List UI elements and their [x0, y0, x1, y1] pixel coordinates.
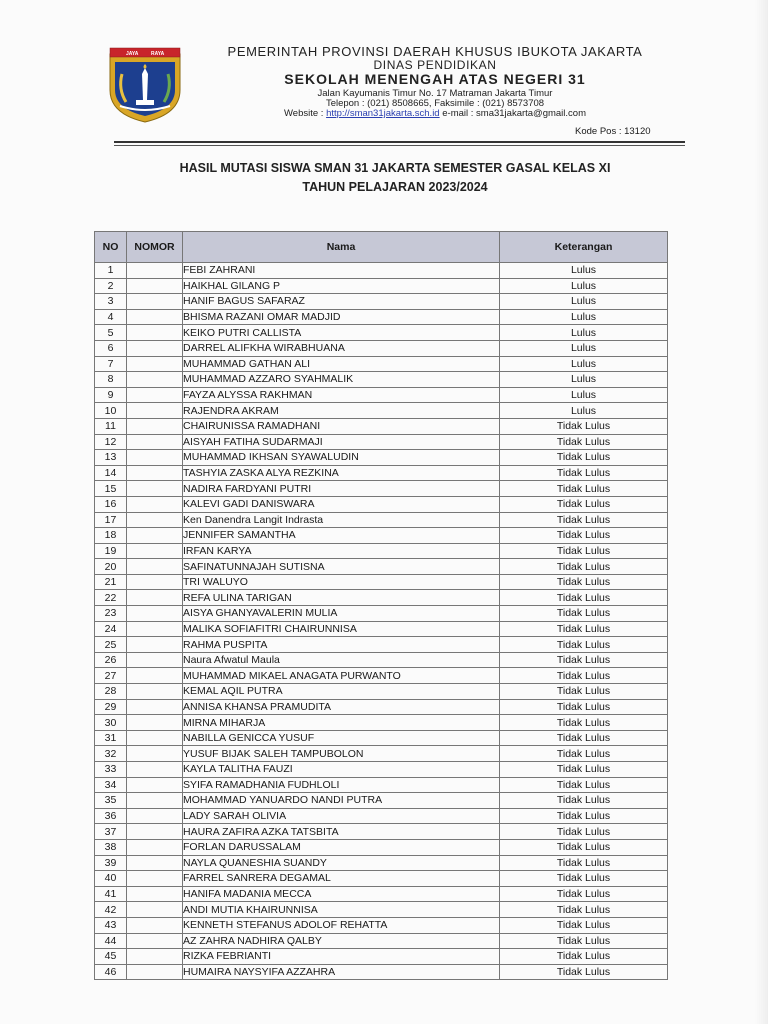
cell-keterangan: Tidak Lulus [500, 886, 668, 902]
cell-nomor [127, 418, 183, 434]
cell-keterangan: Tidak Lulus [500, 684, 668, 700]
cell-keterangan: Tidak Lulus [500, 418, 668, 434]
cell-no: 4 [95, 309, 127, 325]
letterhead-divider-thin [114, 145, 685, 146]
cell-keterangan: Tidak Lulus [500, 762, 668, 778]
table-row [95, 777, 668, 793]
cell-nomor [127, 543, 183, 559]
cell-keterangan: Tidak Lulus [500, 528, 668, 544]
cell-keterangan: Tidak Lulus [500, 746, 668, 762]
cell-no: 12 [95, 434, 127, 450]
table-row [95, 964, 668, 980]
student-table [94, 231, 668, 980]
cell-no: 1 [95, 263, 127, 279]
cell-keterangan: Tidak Lulus [500, 559, 668, 575]
cell-nama: ANDI MUTIA KHAIRUNNISA [183, 902, 500, 918]
cell-keterangan: Tidak Lulus [500, 964, 668, 980]
cell-keterangan: Tidak Lulus [500, 543, 668, 559]
letterhead-phone: Telepon : (021) 8508665, Faksimile : (021) 8573708 [325, 98, 545, 109]
cell-no: 44 [95, 933, 127, 949]
logo-text-right: RAYA [151, 51, 165, 57]
cell-nama: FAYZA ALYSSA RAKHMAN [183, 387, 500, 403]
cell-nomor [127, 481, 183, 497]
cell-nomor [127, 621, 183, 637]
cell-keterangan: Tidak Lulus [500, 917, 668, 933]
cell-nama: RAHMA PUSPITA [183, 637, 500, 653]
header-nomor: NOMOR [127, 232, 183, 263]
cell-nomor [127, 855, 183, 871]
cell-no: 9 [95, 387, 127, 403]
cell-no: 8 [95, 372, 127, 388]
cell-nomor [127, 574, 183, 590]
cell-keterangan: Tidak Lulus [500, 621, 668, 637]
cell-no: 13 [95, 450, 127, 466]
cell-nomor [127, 808, 183, 824]
cell-nomor [127, 309, 183, 325]
cell-keterangan: Tidak Lulus [500, 652, 668, 668]
cell-nomor [127, 793, 183, 809]
cell-no: 23 [95, 606, 127, 622]
cell-nomor [127, 278, 183, 294]
table-row [95, 839, 668, 855]
cell-nama: SYIFA RAMADHANIA FUDHLOLI [183, 777, 500, 793]
cell-keterangan: Tidak Lulus [500, 699, 668, 715]
cell-nomor [127, 964, 183, 980]
cell-nomor [127, 340, 183, 356]
table-row [95, 559, 668, 575]
table-row [95, 574, 668, 590]
cell-nama: KALEVI GADI DANISWARA [183, 496, 500, 512]
cell-nomor [127, 512, 183, 528]
cell-nama: MALIKA SOFIAFITRI CHAIRUNNISA [183, 621, 500, 637]
cell-keterangan: Tidak Lulus [500, 668, 668, 684]
dki-jakarta-logo [104, 44, 186, 124]
table-row [95, 294, 668, 310]
cell-nama: RAJENDRA AKRAM [183, 403, 500, 419]
table-row [95, 528, 668, 544]
cell-keterangan: Tidak Lulus [500, 434, 668, 450]
cell-nama: NADIRA FARDYANI PUTRI [183, 481, 500, 497]
cell-nama: HAIKHAL GILANG P [183, 278, 500, 294]
table-row [95, 418, 668, 434]
cell-keterangan: Tidak Lulus [500, 637, 668, 653]
cell-keterangan: Lulus [500, 372, 668, 388]
table-body [95, 263, 668, 980]
cell-keterangan: Lulus [500, 263, 668, 279]
cell-nama: HANIF BAGUS SAFARAZ [183, 294, 500, 310]
cell-no: 38 [95, 839, 127, 855]
cell-nama: MIRNA MIHARJA [183, 715, 500, 731]
cell-no: 16 [95, 496, 127, 512]
cell-nama: KENNETH STEFANUS ADOLOF REHATTA [183, 917, 500, 933]
cell-no: 30 [95, 715, 127, 731]
header-nama: Nama [183, 232, 500, 263]
letterhead-school-name: SEKOLAH MENENGAH ATAS NEGERI 31 [284, 71, 586, 87]
table-row [95, 356, 668, 372]
cell-nama: HAURA ZAFIRA AZKA TATSBITA [183, 824, 500, 840]
cell-nama: ANNISA KHANSA PRAMUDITA [183, 699, 500, 715]
document-title: HASIL MUTASI SISWA SMAN 31 JAKARTA SEMESTER GASAL KELAS XI [179, 161, 611, 175]
cell-nama: MOHAMMAD YANUARDO NANDI PUTRA [183, 793, 500, 809]
cell-no: 26 [95, 652, 127, 668]
cell-nomor [127, 403, 183, 419]
cell-nomor [127, 528, 183, 544]
cell-nomor [127, 606, 183, 622]
header-keterangan: Keterangan [500, 232, 668, 263]
cell-nomor [127, 699, 183, 715]
cell-nomor [127, 590, 183, 606]
cell-keterangan: Tidak Lulus [500, 465, 668, 481]
cell-nama: NABILLA GENICCA YUSUF [183, 730, 500, 746]
table-row [95, 340, 668, 356]
table-row [95, 715, 668, 731]
cell-no: 34 [95, 777, 127, 793]
table-row [95, 949, 668, 965]
cell-nama: Ken Danendra Langit Indrasta [183, 512, 500, 528]
table-row [95, 621, 668, 637]
cell-keterangan: Tidak Lulus [500, 574, 668, 590]
cell-nama: MUHAMMAD AZZARO SYAHMALIK [183, 372, 500, 388]
letterhead-divider [114, 141, 685, 143]
table-row [95, 450, 668, 466]
table-row [95, 263, 668, 279]
cell-keterangan: Tidak Lulus [500, 933, 668, 949]
cell-nama: REFA ULINA TARIGAN [183, 590, 500, 606]
cell-nama: BHISMA RAZANI OMAR MADJID [183, 309, 500, 325]
letterhead-contact [190, 108, 680, 119]
cell-no: 31 [95, 730, 127, 746]
cell-nama: Naura Afwatul Maula [183, 652, 500, 668]
cell-keterangan: Tidak Lulus [500, 512, 668, 528]
cell-nama: RIZKA FEBRIANTI [183, 949, 500, 965]
table-row [95, 871, 668, 887]
cell-nama: KEMAL AQIL PUTRA [183, 684, 500, 700]
cell-no: 33 [95, 762, 127, 778]
header-no: NO [95, 232, 127, 263]
cell-nomor [127, 871, 183, 887]
table-row [95, 465, 668, 481]
cell-keterangan: Tidak Lulus [500, 606, 668, 622]
letterhead-government: PEMERINTAH PROVINSI DAERAH KHUSUS IBUKOTA JAKARTA [227, 44, 643, 59]
cell-nama: AISYA GHANYAVALERIN MULIA [183, 606, 500, 622]
cell-keterangan: Tidak Lulus [500, 902, 668, 918]
cell-nomor [127, 325, 183, 341]
cell-nama: HANIFA MADANIA MECCA [183, 886, 500, 902]
cell-no: 3 [95, 294, 127, 310]
cell-nomor [127, 559, 183, 575]
cell-nama: CHAIRUNISSA RAMADHANI [183, 418, 500, 434]
cell-nama: FARREL SANRERA DEGAMAL [183, 871, 500, 887]
cell-keterangan: Tidak Lulus [500, 808, 668, 824]
scan-edge-shadow [755, 0, 768, 1024]
cell-nama: KEIKO PUTRI CALLISTA [183, 325, 500, 341]
table-row [95, 387, 668, 403]
cell-nama: NAYLA QUANESHIA SUANDY [183, 855, 500, 871]
cell-nama: MUHAMMAD IKHSAN SYAWALUDIN [183, 450, 500, 466]
cell-no: 5 [95, 325, 127, 341]
cell-nomor [127, 684, 183, 700]
cell-nomor [127, 715, 183, 731]
cell-no: 36 [95, 808, 127, 824]
cell-no: 10 [95, 403, 127, 419]
table-row [95, 902, 668, 918]
cell-nama: SAFINATUNNAJAH SUTISNA [183, 559, 500, 575]
cell-no: 11 [95, 418, 127, 434]
table-row [95, 309, 668, 325]
cell-no: 22 [95, 590, 127, 606]
postal-code: Kode Pos : 13120 [575, 126, 651, 137]
cell-nomor [127, 949, 183, 965]
cell-nama: FEBI ZAHRANI [183, 263, 500, 279]
cell-nomor [127, 777, 183, 793]
cell-no: 46 [95, 964, 127, 980]
cell-nama: TASHYIA ZASKA ALYA REZKINA [183, 465, 500, 481]
cell-no: 41 [95, 886, 127, 902]
cell-no: 24 [95, 621, 127, 637]
cell-nama: KAYLA TALITHA FAUZI [183, 762, 500, 778]
cell-nomor [127, 356, 183, 372]
cell-keterangan: Tidak Lulus [500, 855, 668, 871]
letterhead-address: Jalan Kayumanis Timur No. 17 Matraman Jakarta Timur [317, 88, 553, 99]
table-row [95, 746, 668, 762]
cell-keterangan: Tidak Lulus [500, 839, 668, 855]
cell-no: 17 [95, 512, 127, 528]
cell-keterangan: Lulus [500, 403, 668, 419]
cell-nomor [127, 263, 183, 279]
cell-no: 15 [95, 481, 127, 497]
table-row [95, 512, 668, 528]
cell-no: 21 [95, 574, 127, 590]
cell-nama: DARREL ALIFKHA WIRABHUANA [183, 340, 500, 356]
table-row [95, 762, 668, 778]
cell-keterangan: Tidak Lulus [500, 481, 668, 497]
cell-nomor [127, 730, 183, 746]
cell-no: 29 [95, 699, 127, 715]
table-row [95, 933, 668, 949]
cell-nama: AZ ZAHRA NADHIRA QALBY [183, 933, 500, 949]
cell-nomor [127, 917, 183, 933]
cell-nomor [127, 762, 183, 778]
cell-nama: HUMAIRA NAYSYIFA AZZAHRA [183, 964, 500, 980]
cell-no: 32 [95, 746, 127, 762]
table-row [95, 668, 668, 684]
cell-nomor [127, 668, 183, 684]
cell-keterangan: Tidak Lulus [500, 590, 668, 606]
cell-nama: MUHAMMAD MIKAEL ANAGATA PURWANTO [183, 668, 500, 684]
cell-no: 35 [95, 793, 127, 809]
cell-nomor [127, 637, 183, 653]
table-row [95, 808, 668, 824]
cell-keterangan: Tidak Lulus [500, 871, 668, 887]
cell-nomor [127, 387, 183, 403]
table-row [95, 793, 668, 809]
cell-nomor [127, 652, 183, 668]
cell-no: 28 [95, 684, 127, 700]
cell-no: 14 [95, 465, 127, 481]
cell-keterangan: Lulus [500, 387, 668, 403]
website-link[interactable]: http://sman31jakarta.sch.id [326, 108, 440, 119]
logo-text-left: JAYA [126, 51, 139, 57]
cell-nomor [127, 434, 183, 450]
cell-nomor [127, 294, 183, 310]
website-label: Website : [283, 108, 324, 119]
cell-keterangan: Lulus [500, 356, 668, 372]
cell-nama: LADY SARAH OLIVIA [183, 808, 500, 824]
cell-keterangan: Lulus [500, 309, 668, 325]
table-row [95, 481, 668, 497]
cell-nomor [127, 824, 183, 840]
letterhead-department: DINAS PENDIDIKAN [373, 58, 497, 72]
table-row [95, 652, 668, 668]
table-row [95, 543, 668, 559]
cell-no: 2 [95, 278, 127, 294]
cell-no: 45 [95, 949, 127, 965]
cell-no: 19 [95, 543, 127, 559]
email-text: e-mail : sma31jakarta@gmail.com [442, 108, 586, 119]
table-row [95, 278, 668, 294]
cell-keterangan: Tidak Lulus [500, 715, 668, 731]
cell-no: 43 [95, 917, 127, 933]
table-header-row [95, 232, 668, 263]
cell-keterangan: Tidak Lulus [500, 824, 668, 840]
cell-keterangan: Lulus [500, 294, 668, 310]
cell-keterangan: Lulus [500, 340, 668, 356]
cell-no: 7 [95, 356, 127, 372]
table-row [95, 403, 668, 419]
table-row [95, 684, 668, 700]
table-row [95, 496, 668, 512]
cell-nomor [127, 465, 183, 481]
cell-keterangan: Tidak Lulus [500, 777, 668, 793]
cell-nomor [127, 933, 183, 949]
cell-no: 20 [95, 559, 127, 575]
cell-keterangan: Lulus [500, 325, 668, 341]
cell-no: 25 [95, 637, 127, 653]
cell-no: 27 [95, 668, 127, 684]
cell-keterangan: Tidak Lulus [500, 730, 668, 746]
table-row [95, 637, 668, 653]
cell-no: 37 [95, 824, 127, 840]
cell-nama: IRFAN KARYA [183, 543, 500, 559]
cell-nomor [127, 746, 183, 762]
cell-keterangan: Lulus [500, 278, 668, 294]
cell-nomor [127, 839, 183, 855]
cell-nama: JENNIFER SAMANTHA [183, 528, 500, 544]
table-row [95, 590, 668, 606]
cell-no: 18 [95, 528, 127, 544]
cell-no: 40 [95, 871, 127, 887]
cell-nomor [127, 372, 183, 388]
cell-nama: FORLAN DARUSSALAM [183, 839, 500, 855]
cell-keterangan: Tidak Lulus [500, 496, 668, 512]
cell-nomor [127, 496, 183, 512]
table-row [95, 699, 668, 715]
cell-keterangan: Tidak Lulus [500, 949, 668, 965]
cell-nama: YUSUF BIJAK SALEH TAMPUBOLON [183, 746, 500, 762]
table-row [95, 824, 668, 840]
document-subtitle: TAHUN PELAJARAN 2023/2024 [302, 180, 488, 194]
cell-no: 6 [95, 340, 127, 356]
cell-nama: TRI WALUYO [183, 574, 500, 590]
cell-nomor [127, 886, 183, 902]
table-row [95, 730, 668, 746]
table-row [95, 372, 668, 388]
cell-nama: MUHAMMAD GATHAN ALI [183, 356, 500, 372]
table-row [95, 855, 668, 871]
table-row [95, 886, 668, 902]
cell-no: 42 [95, 902, 127, 918]
cell-keterangan: Tidak Lulus [500, 793, 668, 809]
table-row [95, 325, 668, 341]
cell-nama: AISYAH FATIHA SUDARMAJI [183, 434, 500, 450]
cell-nomor [127, 450, 183, 466]
table-row [95, 917, 668, 933]
table-row [95, 434, 668, 450]
cell-no: 39 [95, 855, 127, 871]
cell-keterangan: Tidak Lulus [500, 450, 668, 466]
table-row [95, 606, 668, 622]
cell-nomor [127, 902, 183, 918]
